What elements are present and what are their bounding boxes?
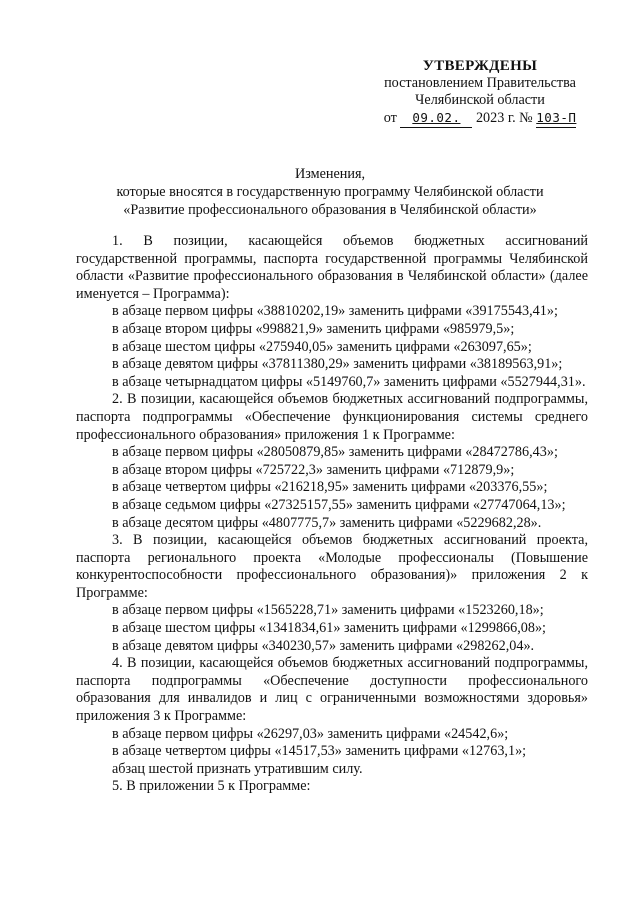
paragraph-1-item-1: в абзаце первом цифры «38810202,19» заменить цифрами «39175543,41»; xyxy=(112,303,558,320)
paragraph-4-item-2: в абзаце четвертом цифры «14517,53» заменить цифрами «12763,1»; xyxy=(112,743,527,760)
document-title xyxy=(70,165,590,219)
paragraph-3-item-3: в абзаце девятом цифры «340230,57» заменить цифрами «298262,04». xyxy=(112,637,535,654)
paragraph-1-item-3: в абзаце шестом цифры «275940,05» заменить цифрами «263097,65»; xyxy=(112,338,532,355)
title-line-3: «Развитие профессионального образования в Челябинской области» xyxy=(123,202,537,218)
date-value: 09.02. xyxy=(412,110,461,125)
number-field xyxy=(536,109,576,128)
paragraph-1-item-4: в абзаце девятом цифры «37811380,29» заменить цифрами «38189563,91»; xyxy=(112,356,563,373)
document-body xyxy=(76,233,588,796)
approval-line-2: Челябинской области xyxy=(415,92,545,108)
paragraph-4-item-3: абзац шестой признать утратившим силу. xyxy=(112,760,363,777)
paragraph-3: 3. В позиции, касающейся объемов бюджетных ассигнований проекта, паспорта регионального проекта «Молодые профессионалы (Повышение конкурентоспособности профессионального образования)» приложения 2 к Программе: xyxy=(76,532,588,601)
paragraph-3-item-1: в абзаце первом цифры «1565228,71» заменить цифрами «1523260,18»; xyxy=(112,602,544,619)
paragraph-2-item-3: в абзаце четвертом цифры «216218,95» заменить цифрами «203376,55»; xyxy=(112,479,548,496)
paragraph-3-item-2: в абзаце шестом цифры «1341834,61» заменить цифрами «1299866,08»; xyxy=(112,620,546,637)
approval-date-line xyxy=(380,109,580,128)
number-value: 103-П xyxy=(536,110,577,125)
title-line-1: Изменения, xyxy=(294,166,366,182)
paragraph-2-item-2: в абзаце втором цифры «725722,3» заменить цифрами «712879,9»; xyxy=(112,461,515,478)
paragraph-4: 4. В позиции, касающейся объемов бюджетных ассигнований подпрограммы, паспорта подпрограммы «Обеспечение доступности профессионального образования для инвалидов и лиц с ограниченными возможностями здоровья» приложения 3 к Программе: xyxy=(76,655,588,725)
paragraph-1-item-5: в абзаце четырнадцатом цифры «5149760,7» заменить цифрами «5527944,31». xyxy=(112,373,586,390)
paragraph-2: 2. В позиции, касающейся объемов бюджетных ассигнований подпрограммы, паспорта подпрограммы «Обеспечение функционирования системы среднего профессионального образования» приложения 1 к Программе: xyxy=(76,391,588,443)
title-line-2: которые вносятся в государственную программу Челябинской области xyxy=(116,184,544,200)
approval-heading: УТВЕРЖДЕНЫ xyxy=(422,58,538,74)
approval-block xyxy=(380,58,580,128)
date-field xyxy=(400,109,472,128)
paragraph-2-item-5: в абзаце десятом цифры «4807775,7» заменить цифрами «5229682,28». xyxy=(112,514,542,531)
year-text: 2023 г. № xyxy=(475,110,533,126)
paragraph-1-item-2: в абзаце втором цифры «998821,9» заменить цифрами «985979,5»; xyxy=(112,320,515,337)
paragraph-1: 1. В позиции, касающейся объемов бюджетных ассигнований государственной программы, паспорта государственной программы Челябинской области «Развитие профессионального образования в Челябинской области» (далее именуется – Программа): xyxy=(76,233,588,302)
paragraph-4-item-1: в абзаце первом цифры «26297,03» заменить цифрами «24542,6»; xyxy=(112,725,509,742)
paragraph-2-item-1: в абзаце первом цифры «28050879,85» заменить цифрами «28472786,43»; xyxy=(112,444,558,461)
date-prefix: от xyxy=(383,110,397,126)
paragraph-5: 5. В приложении 5 к Программе: xyxy=(112,778,311,795)
approval-line-1: постановлением Правительства xyxy=(384,75,576,91)
paragraph-2-item-4: в абзаце седьмом цифры «27325157,55» заменить цифрами «27747064,13»; xyxy=(112,496,566,513)
